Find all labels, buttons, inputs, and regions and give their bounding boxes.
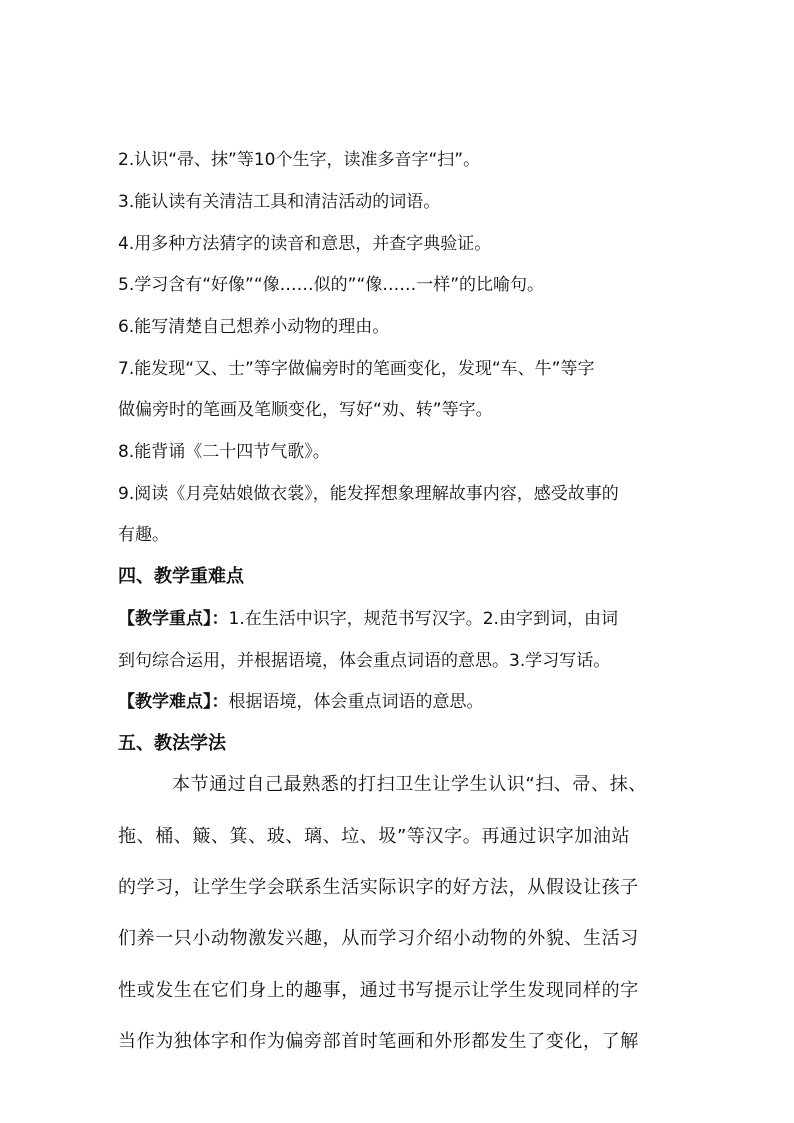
teaching-difficulty [118, 690, 484, 714]
goal-item-2: 2.认识“帚、抹”等10个生字，读准多音字“扫”。 [118, 150, 481, 170]
teaching-focus-label: 【教学重点】： [118, 609, 229, 629]
goal-item-9-line-2: 有趣。 [118, 525, 169, 545]
methods-paragraph-line-3: 的学习，让学生学会联系生活实际识字的好方法，从假设让孩子 [118, 877, 639, 898]
teaching-difficulty-text: 根据语境，体会重点词语的意思。 [228, 692, 484, 712]
methods-paragraph-line-4: 们养一只小动物激发兴趣，从而学习介绍小动物的外貌、生活习 [118, 928, 639, 949]
methods-paragraph-line-2: 拖、桶、簸、箕、玻、璃、垃、圾”等汉字。再通过识字加油站 [118, 826, 631, 847]
goal-item-5: 5.学习含有“好像”“像……似的”“像……一样”的比喻句。 [118, 275, 545, 295]
goal-item-4: 4.用多种方法猜字的读音和意思，并查字典验证。 [118, 234, 492, 254]
methods-paragraph-line-1: 本节通过自己最熟悉的打扫卫生让学生认识“扫、帚、抹、 [172, 774, 647, 795]
goal-item-9-line-1: 9.阅读《月亮姑娘做衣裳》，能发挥想象理解故事内容，感受故事的 [118, 484, 619, 504]
teaching-difficulty-label: 【教学难点】： [118, 692, 229, 712]
methods-paragraph-line-6: 当作为独体字和作为偏旁部首时笔画和外形都发生了变化，了解 [118, 1031, 639, 1052]
teaching-focus-text: 1.在生活中识字，规范书写汉字。2.由字到词，由词 [228, 609, 618, 629]
goal-item-8: 8.能背诵《二十四节气歌》。 [118, 442, 330, 462]
section-heading-key-points: 四、教学重难点 [118, 566, 244, 587]
teaching-focus-line-1 [118, 607, 618, 631]
methods-paragraph-line-5: 性或发生在它们身上的趣事，通过书写提示让学生发现同样的字 [118, 980, 639, 1001]
goal-item-6: 6.能写清楚自己想养小动物的理由。 [118, 317, 390, 337]
goal-item-7-line-1: 7.能发现“又、士”等字做偏旁时的笔画变化，发现“车、牛”等字 [118, 359, 595, 379]
section-heading-methods: 五、教法学法 [118, 733, 226, 754]
teaching-focus-line-2: 到句综合运用，并根据语境，体会重点词语的意思。3.学习写话。 [118, 651, 611, 671]
goal-item-3: 3.能认读有关清洁工具和清洁活动的词语。 [118, 192, 441, 212]
goal-item-7-line-2: 做偏旁时的笔画及笔顺变化，写好“劝、转”等字。 [118, 400, 493, 420]
